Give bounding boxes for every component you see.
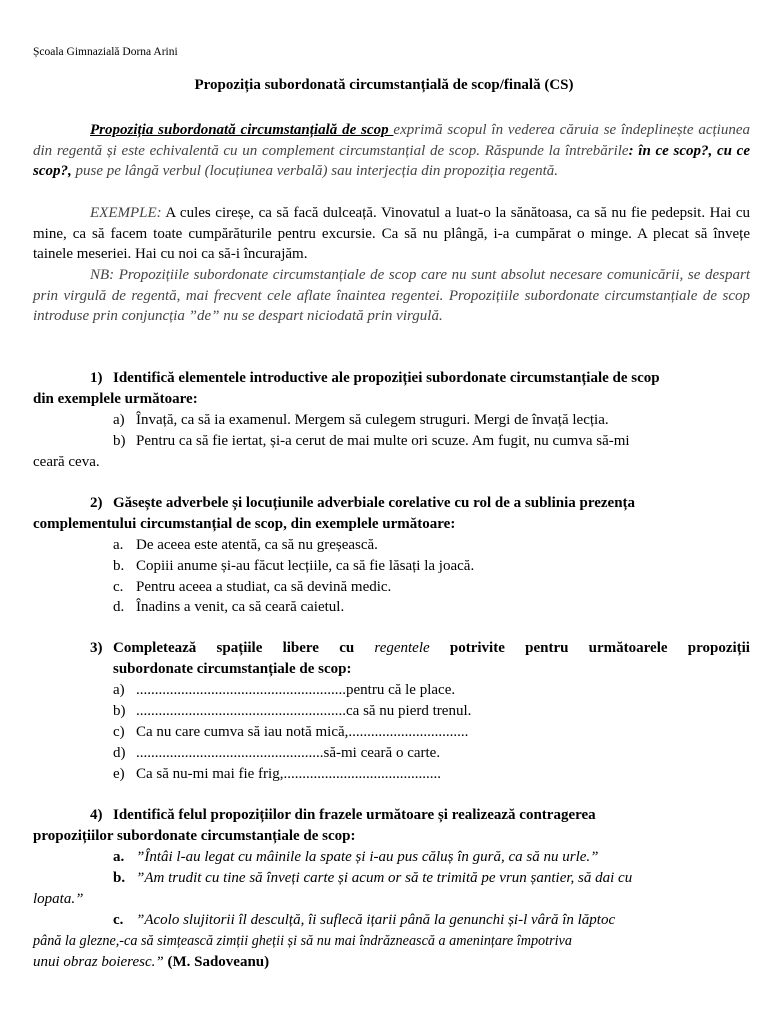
exercise-4-c-text-line3: [33, 954, 269, 971]
exercise-1-b-text-line1: Pentru ca să fie iertat, și-a cerut de mai multe ori scuze. Am fugit, nu cumva să-mi: [136, 433, 630, 449]
page-title: Propoziția subordonată circumstanțială de scop/finală (CS): [194, 77, 574, 93]
exercise-2-item-label: a.: [113, 537, 124, 553]
exercise-4-text-line1: Identifică felul propozițiilor din frazele următoare și realizează contragerea: [113, 807, 596, 823]
exercise-1-a-text: Învață, ca să ia examenul. Mergem să culegem struguri. Mergi de învață lecția.: [136, 412, 609, 428]
exercise-1-b-label: b): [113, 433, 126, 449]
exercise-3-item-label: b): [113, 703, 126, 719]
exercise-1-text-line1: Identifică elementele introductive ale propoziției subordonate circumstanțiale de scop: [113, 370, 660, 386]
exercise-4-c-author: (M. Sadoveanu): [163, 954, 270, 970]
exercise-3-number: 3): [90, 640, 103, 656]
definition-paragraph: [33, 120, 750, 182]
exercise-2-number: 2): [90, 495, 103, 511]
exercise-4-c-quote-end: unui obraz boieresc.”: [33, 954, 164, 970]
exercise-1-number: 1): [90, 370, 103, 386]
definition-text-2: puse pe lângă verbul (locuțiunea verbală) sau interjecția din propoziția regentă.: [71, 163, 559, 179]
exercise-4-b-label: b.: [113, 870, 126, 886]
exercise-4-c-text-line2: până la glezne,-ca să simțească zimții gheții și să nu mai îndrăznească a amenințare împotriva: [33, 933, 572, 949]
school-name: Școala Gimnazială Dorna Arini: [33, 46, 178, 58]
exercise-4-number: 4): [90, 807, 103, 823]
exercise-1-b-text-line2: ceară ceva.: [33, 454, 100, 470]
nb-paragraph: NB: Propozițiile subordonate circumstanțiale de scop care nu sunt absolut necesare comunicării, se despart prin virgulă de regentă, mai frecvent cele aflate înaintea regentei. Propozițiile subordonate circumstanțiale de scop introduse prin conjuncția ”de” nu se despart niciodată prin virgulă.: [33, 267, 750, 324]
exercise-2-item-text: Înadins a venit, ca să ceară caietul.: [136, 599, 345, 615]
exercise-3-text-line2: subordonate circumstanțiale de scop:: [113, 661, 352, 677]
definition-questions: : în ce scop?, cu ce scop?,: [33, 142, 750, 179]
exercise-3-text-italic: regentele: [374, 640, 430, 656]
exercise-3-item-text: ........................................................pentru că le place.: [136, 682, 456, 698]
definition-term: Propoziția subordonată circumstanțială de scop: [90, 122, 394, 138]
exercise-1-a-label: a): [113, 412, 125, 428]
exercise-4-a-label: a.: [113, 849, 125, 865]
exercise-2-text-line1: Găsește adverbele și locuțiunile adverbiale corelative cu rol de a sublinia prezența: [113, 495, 636, 511]
exercise-4-c-text-line1: ”Acolo slujitorii îl desculță, îi suflecă ițarii până la genunchi și-l vâră în lăptoc: [136, 912, 616, 928]
exercise-3-item-label: d): [113, 745, 126, 761]
exercise-4-b-text-line2: lopata.”: [33, 891, 84, 907]
exercise-2-text-line2: complementului circumstanțial de scop, din exemplele următoare:: [33, 516, 456, 532]
exercise-4-text-line2: propozițiilor subordonate circumstanțiale de scop:: [33, 828, 356, 844]
exercise-3-item-text: Ca să nu-mi mai fie frig,..........................................: [136, 766, 441, 782]
exercise-2-item-text: Pentru aceea a studiat, ca să devină medic.: [136, 579, 392, 595]
examples-label: EXEMPLE:: [90, 205, 162, 221]
exercise-3-item-label: c): [113, 724, 125, 740]
exercise-3-text-a: Completează spațiile libere cu: [113, 640, 375, 656]
exercise-3-item-text: ........................................................ca să nu pierd trenul.: [136, 703, 472, 719]
exercise-2-item-label: b.: [113, 558, 125, 574]
exercise-2-item-label: d.: [113, 599, 125, 615]
exercise-2-item-text: De aceea este atentă, ca să nu greșească.: [136, 537, 378, 553]
exercise-2-item-text: Copiii anume și-au făcut lecțiile, ca să fie lăsați la joacă.: [136, 558, 475, 574]
exercise-3-text-line1: [113, 640, 750, 657]
examples-paragraph: [33, 203, 750, 265]
exercise-1-text-line2: din exemplele următoare:: [33, 391, 198, 407]
definition-text-1: exprimă scopul în vederea căruia se îndeplinește acțiunea din regentă și este echivalentă cu un complement circumstanțial de scop. Răspunde la întrebările: [33, 122, 751, 159]
exercise-3-item-label: a): [113, 682, 125, 698]
exercise-3-item-label: e): [113, 766, 125, 782]
exercise-3-item-text: Ca nu care cumva să iau notă mică,................................: [136, 724, 469, 740]
exercise-2-item-label: c.: [113, 579, 124, 595]
exercise-3-text-b: potrivite pentru următoarele propoziții: [429, 640, 750, 656]
exercise-4-b-text-line1: ”Am trudit cu tine să înveți carte și acum or să te trimită pe vrun șantier, să dai cu: [136, 870, 633, 886]
examples-text: A cules cireșe, ca să facă dulceață. Vinovatul a luat-o la sănătoasa, ca să nu fie pedepsit. Hai cu mine, ca să facem toate cumpărăturile pentru excursie. Ca să nu plângă, i-a cumpărat o minge. A plecat să învețe tainele meseriei. Hai cu noi ca să-i încurajăm.: [33, 205, 750, 262]
exercise-4-a-text: ”Întâi l-au legat cu mâinile la spate și i-au pus căluș în gură, ca să nu urle.”: [136, 849, 599, 865]
exercise-4-c-label: c.: [113, 912, 124, 928]
exercise-3-item-text: ..................................................să-mi ceară o carte.: [136, 745, 441, 761]
